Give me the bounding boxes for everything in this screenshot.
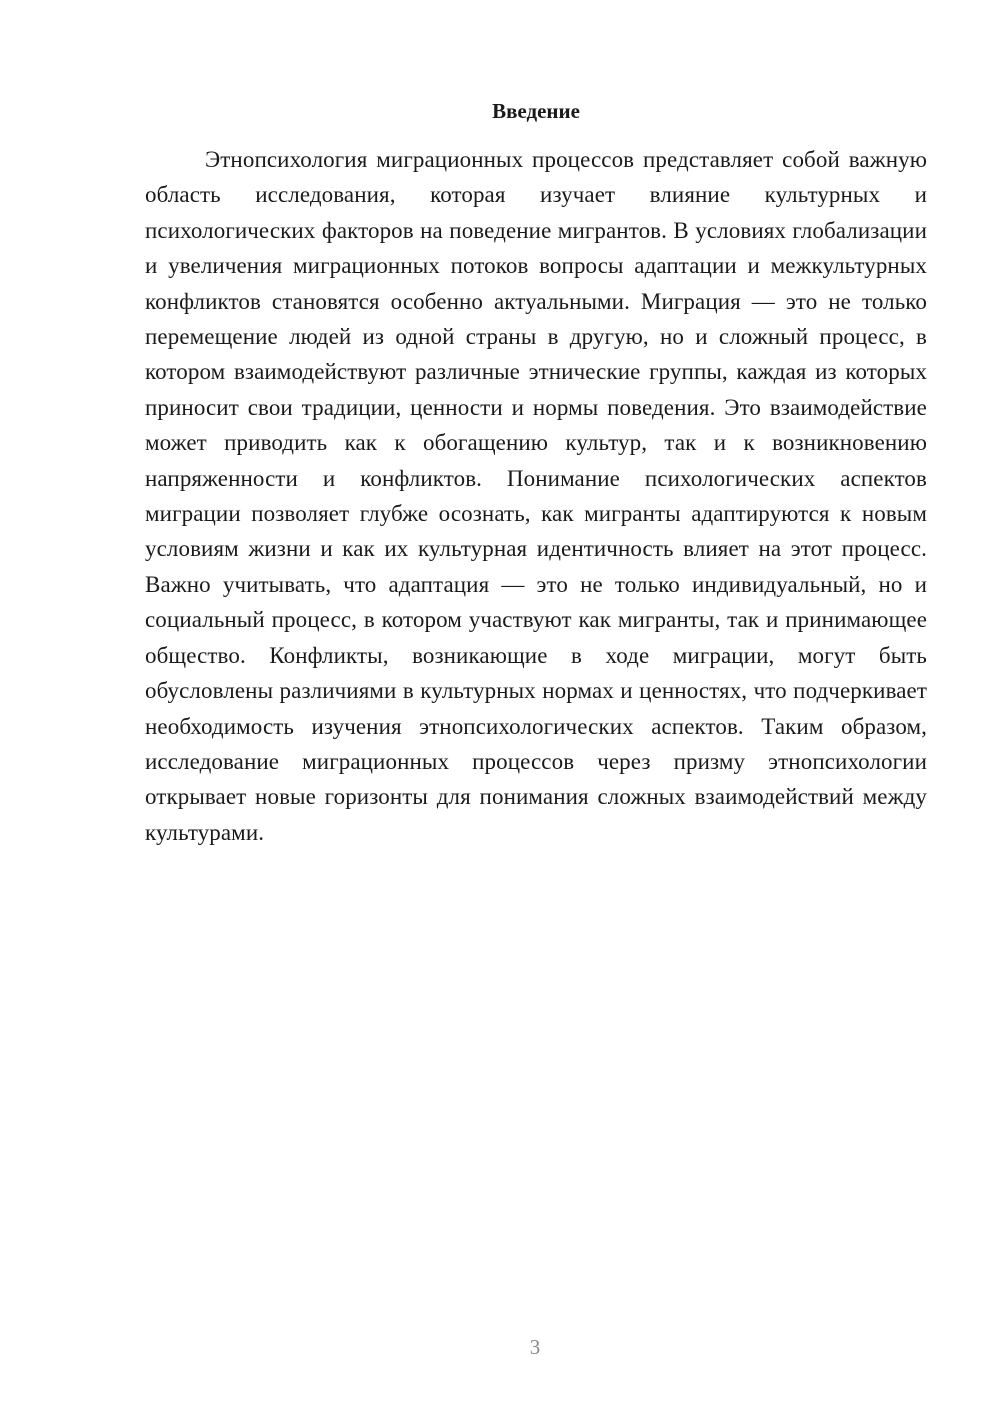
page-number: 3 [529,1335,541,1359]
body-paragraph: Этнопсихология миграционных процессов представляет собой важную область исследования, которая изучает влияние культурных и психологических факторов на поведение мигрантов. В условиях глобализации и увеличения миграционных потоков вопросы адаптации и межкультурных конфликтов становятся особенно актуальными. Миграция — это не только перемещение людей из одной страны в другую, но и сложный процесс, в котором взаимодействуют различные этнические группы, каждая из которых приносит свои традиции, ценности и нормы поведения. Это взаимодействие может приводить как к обогащению культур, так и к возникновению напряженности и конфликтов. Понимание психологических аспектов миграции позволяет глубже осознать, как мигранты адаптируются к новым условиям жизни и как их культурная идентичность влияет на этот процесс. Важно учитывать, что адаптация — это не только индивидуальный, но и социальный процесс, в котором участвуют как мигранты, так и принимающее общество. Конфликты, возникающие в ходе миграции, могут быть обусловлены различиями в культурных нормах и ценностях, что подчеркивает необходимость изучения этнопсихологических аспектов. Таким образом, исследование миграционных процессов через призму этнопсихологии открывает новые горизонты для понимания сложных взаимодействий между культурами. [145,147,927,845]
section-heading: Введение [492,99,580,123]
